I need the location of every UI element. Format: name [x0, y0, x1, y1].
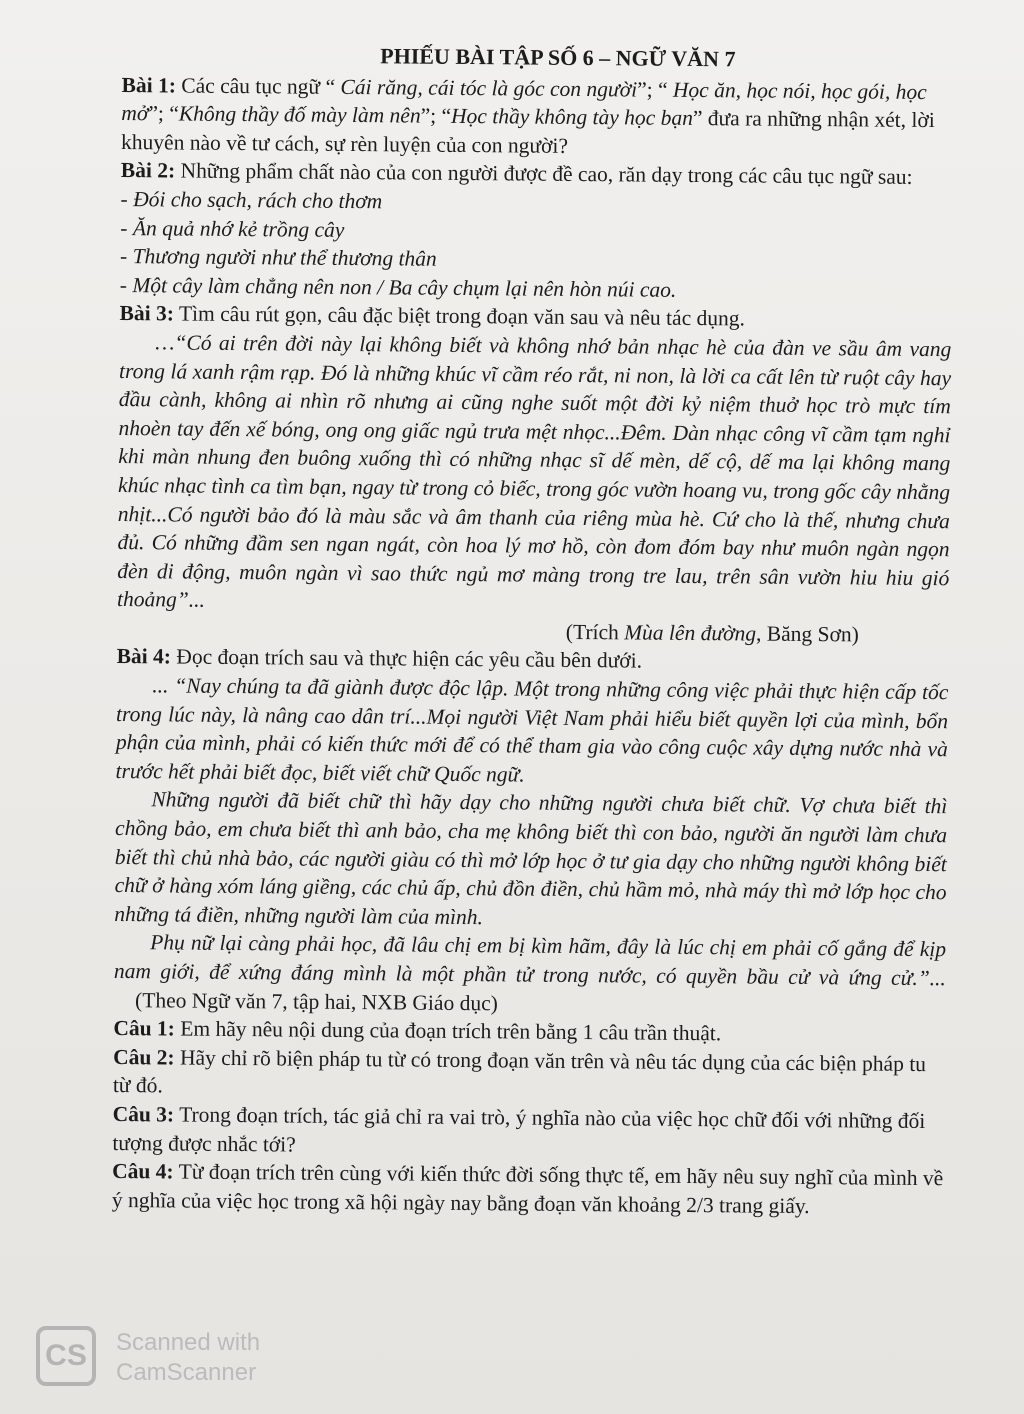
exercise-3-passage: …“Có ai trên đời này lại không biết và không nhớ bản nhạc hè của đàn ve sầu âm vang trong lá xanh rậm rạp. Đó là những khúc vĩ cầm réo rắt, ni non, là lời ca cất lên từ ruột cây hay đầu cành, không ai nhìn rõ nhưng ai cũng nghe suốt một đời kỷ niệm thuở học trò mực tím nhoèn tay đến xế bóng, ong ong giấc ngủ trưa mệt nhọc...Đêm. Dàn nhạc công vĩ cầm tạm nghỉ khi màn nhung đen buông xuống thì có những nhạc sĩ dế mèn, dế cộ, dế ma lại không mang khúc nhạc tình ca tìm bạn, ngay từ trong cỏ biếc, trong góc vườn hoang vu, trong gốc cây nhằng nhịt...Có người bảo đó là màu sắc và âm thanh của riêng mùa hè. Cứ cho là thế, nhưng chưa đủ. Có những đầm sen ngan ngát, còn hoa lý mơ hồ, còn đom đóm bay như muôn ngàn ngọn đèn di động, muôn ngàn vì sao thức ngủ mơ màng trong tre lau, trên sân vườn hiu hiu gió thoảng”... — [117, 330, 952, 613]
list-item: - Thương người như thể thương thân — [120, 244, 437, 271]
exercise-4-source: (Theo Ngữ văn 7, tập hai, NXB Giáo dục) — [113, 987, 498, 1015]
proverb-3: Không thầy đố mày làm nên — [178, 101, 421, 128]
exercise-2-label: Bài 2: — [120, 158, 176, 183]
question-text: Trong đoạn trích, tác giả chỉ ra vai trò, ý nghĩa nào của việc học chữ đối với những đối tượng được nhắc tới? — [112, 1102, 926, 1157]
source-work-title: Mùa lên đường — [624, 620, 757, 646]
question-label: Câu 4: — [112, 1159, 174, 1184]
question-2 — [113, 1043, 945, 1107]
exercise-1-text: Các câu tục ngữ “ — [175, 73, 341, 99]
exercise-4-paragraph-3 — [113, 928, 946, 1021]
worksheet-title: PHIẾU BÀI TẬP SỐ 6 – NGỮ VĂN 7 — [380, 43, 736, 72]
proverb-2: Học ăn, học nói, học gói, học mở — [121, 77, 927, 126]
camscanner-watermark — [36, 1326, 296, 1392]
exercise-1-text: ”; “ — [637, 77, 674, 102]
question-label: Câu 3: — [112, 1101, 175, 1127]
list-item: - Một cây làm chẳng nên non / Ba cây chụm lại nên hòn núi cao. — [119, 272, 677, 302]
exercise-1-text: ”; “ — [148, 101, 179, 126]
list-item: - Đói cho sạch, rách cho thơm — [120, 186, 383, 214]
camscanner-logo-icon: CS — [36, 1326, 96, 1386]
watermark-text — [116, 1328, 260, 1388]
source-text: , Băng Sơn) — [755, 621, 859, 647]
exercise-1-text: ”; “ — [420, 103, 452, 129]
proverb-1: Cái răng, cái tóc là góc con người — [340, 74, 638, 102]
question-text: Từ đoạn trích trên cùng với kiến thức đời sống thực tế, em hãy nêu suy nghĩ của mình về ý nghĩa của việc học trong xã hội ngày nay bằng đoạn văn khoảng 2/3 trang giấy. — [111, 1159, 944, 1218]
question-3 — [112, 1100, 944, 1164]
list-item: - Ăn quả nhớ kẻ trồng cây — [120, 215, 345, 242]
exercise-1-label: Bài 1: — [121, 72, 177, 98]
exercise-4-paragraph-2: Những người đã biết chữ thì hãy dạy cho những người chưa biết chữ. Vợ chưa biết thì chồng bảo, em chưa biết thì anh bảo, cha mẹ không biết thì con bảo, người ăn người làm chưa biết thì chủ nhà bảo, các người giàu có thì mở lớp học ở tư gia dạy cho những người không biết chữ ở hàng xóm láng giềng, các chủ ấp, chủ đồn điền, chủ hầm mỏ, nhà máy thì mở lớp học cho những tá điền, những người làm của mình. — [114, 787, 948, 929]
exercise-3-text: Tìm câu rút gọn, câu đặc biệt trong đoạn văn sau và nêu tác dụng. — [173, 301, 746, 331]
exercise-3-label: Bài 3: — [119, 301, 175, 326]
question-label: Câu 2: — [113, 1044, 175, 1070]
exercise-2-text: Những phẩm chất nào của con người được đề cao, răn dạy trong các câu tục ngữ sau: — [175, 158, 913, 190]
exercise-1-text: ” đưa ra những nhận xét, lời khuyên nào về tư cách, sự rèn luyện của con người? — [121, 106, 935, 158]
watermark-line-1: Scanned with — [116, 1329, 261, 1356]
question-text: Hãy chỉ rõ biện pháp tu từ có trong đoạn văn trên và nêu tác dụng của các biện pháp tu từ đó. — [112, 1045, 927, 1098]
exercise-4-paragraph-1: ... “Nay chúng ta đã giành được độc lập. Một trong những công việc phải thực hiện cấp tốc trong lúc này, là nâng cao dân trí...Mọi người Việt Nam phải hiểu biết quyền lợi của mình, bổn phận của mình, phải có kiến thức mới để có thể tham gia vào công cuộc xây dựng nước nhà và trước hết phải biết đọc, biết viết chữ Quốc ngữ. — [115, 673, 949, 787]
paragraph-3-text: Phụ nữ lại càng phải học, đã lâu chị em bị kìm hãm, đây là lúc chị em phải cố gắng để kịp nam giới, để xứng đáng mình là một phần tử trong nước, có quyền bầu cử và ứng cử.”... — [113, 930, 947, 991]
question-4 — [112, 1157, 944, 1221]
question-label: Câu 1: — [113, 1016, 176, 1041]
exercise-4-label: Bài 4: — [116, 644, 172, 669]
source-text: (Trích — [565, 619, 625, 645]
exercise-1 — [121, 71, 954, 164]
proverb-4: Học thầy không tày học bạn — [450, 104, 693, 131]
question-text: Em hãy nêu nội dung của đoạn trích trên bằng 1 câu trần thuật. — [174, 1016, 722, 1046]
exercise-4-text: Đọc đoạn trích sau và thực hiện các yêu cầu bên dưới. — [170, 644, 643, 674]
watermark-line-2: CamScanner — [116, 1359, 257, 1386]
worksheet-content — [112, 40, 954, 1222]
